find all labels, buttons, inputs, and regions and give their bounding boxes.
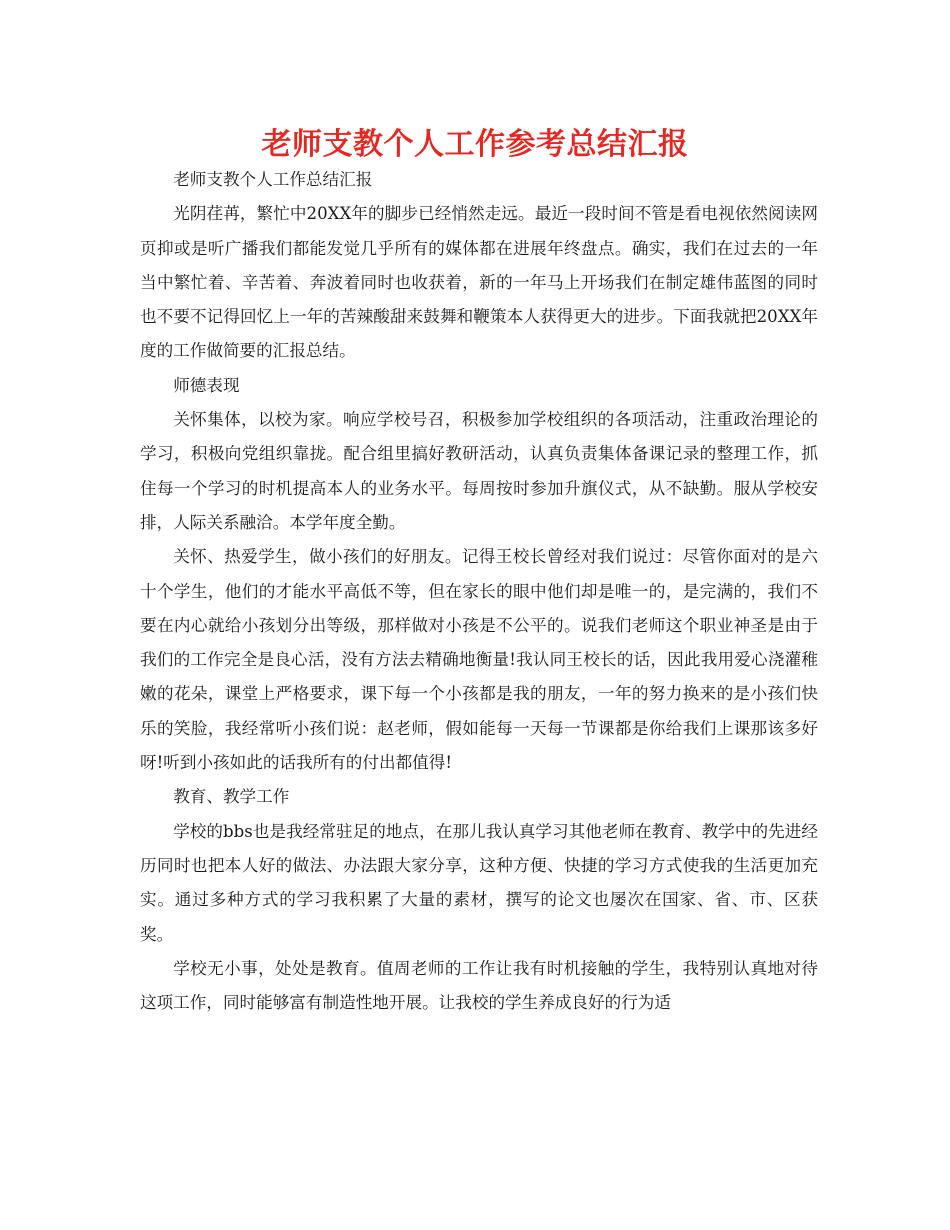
duty-paragraph: 学校无小事，处处是教育。值周老师的工作让我有时机接触的学生，我特别认真地对待这项工作，同时能够富有制造性地开展。让我校的学生养成良好的行为适 bbox=[140, 958, 818, 1013]
section-heading-ethics: 师德表现 bbox=[173, 375, 240, 395]
document-title: 老师支教个人工作参考总结汇报 bbox=[261, 127, 689, 162]
section-heading-teaching: 教育、教学工作 bbox=[173, 787, 290, 807]
students-paragraph: 关怀、热爱学生，做小孩们的好朋友。记得王校长曾经对我们说过：尽管你面对的是六十个学生，他们的才能水平高低不等，但在家长的眼中他们却是唯一的，是完满的，我们不要在内心就给小孩划分出等级，那样做对小孩是不公平的。说我们老师这个职业神圣是由于我们的工作完全是良心活，没有方法去精确地衡量!我认同王校长的话，因此我用爱心浇灌稚嫩的花朵，课堂上严格要求，课下每一个小孩都是我的朋友，一年的努力换来的是小孩们快乐的笑脸，我经常听小孩们说：赵老师，假如能每一天每一节课都是你给我们上课那该多好呀!听到小孩如此的话我所有的付出都值得! bbox=[140, 547, 818, 773]
intro-paragraph: 光阴荏苒，繁忙中20XX年的脚步已经悄然走远。最近一段时间不管是看电视依然阅读网页抑或是听广播我们都能发觉几乎所有的媒体都在进展年终盘点。确实，我们在过去的一年当中繁忙着、辛苦着、奔波着同时也收获着，新的一年马上开场我们在制定雄伟蓝图的同时也不要不记得回忆上一年的苦辣酸甜来鼓舞和鞭策本人获得更大的进步。下面我就把20XX年度的工作做简要的汇报总结。 bbox=[140, 204, 818, 361]
bbs-paragraph: 学校的bbs也是我经常驻足的地点，在那儿我认真学习其他老师在教育、教学中的先进经历同时也把本人好的做法、办法跟大家分享，这种方便、快捷的学习方式使我的生活更加充实。通过多种方式的学习我积累了大量的素材，撰写的论文也屡次在国家、省、市、区获奖。 bbox=[140, 821, 818, 944]
subtitle-paragraph: 老师支教个人工作总结汇报 bbox=[173, 170, 373, 189]
document-body bbox=[140, 163, 818, 1020]
ethics-paragraph: 关怀集体，以校为家。响应学校号召，积极参加学校组织的各项活动，注重政治理论的学习，积极向党组织靠拢。配合组里搞好教研活动，认真负责集体备课记录的整理工作，抓住每一个学习的时机提高本人的业务水平。每周按时参加升旗仪式，从不缺勤。服从学校安排，人际关系融洽。本学年度全勤。 bbox=[140, 410, 818, 532]
